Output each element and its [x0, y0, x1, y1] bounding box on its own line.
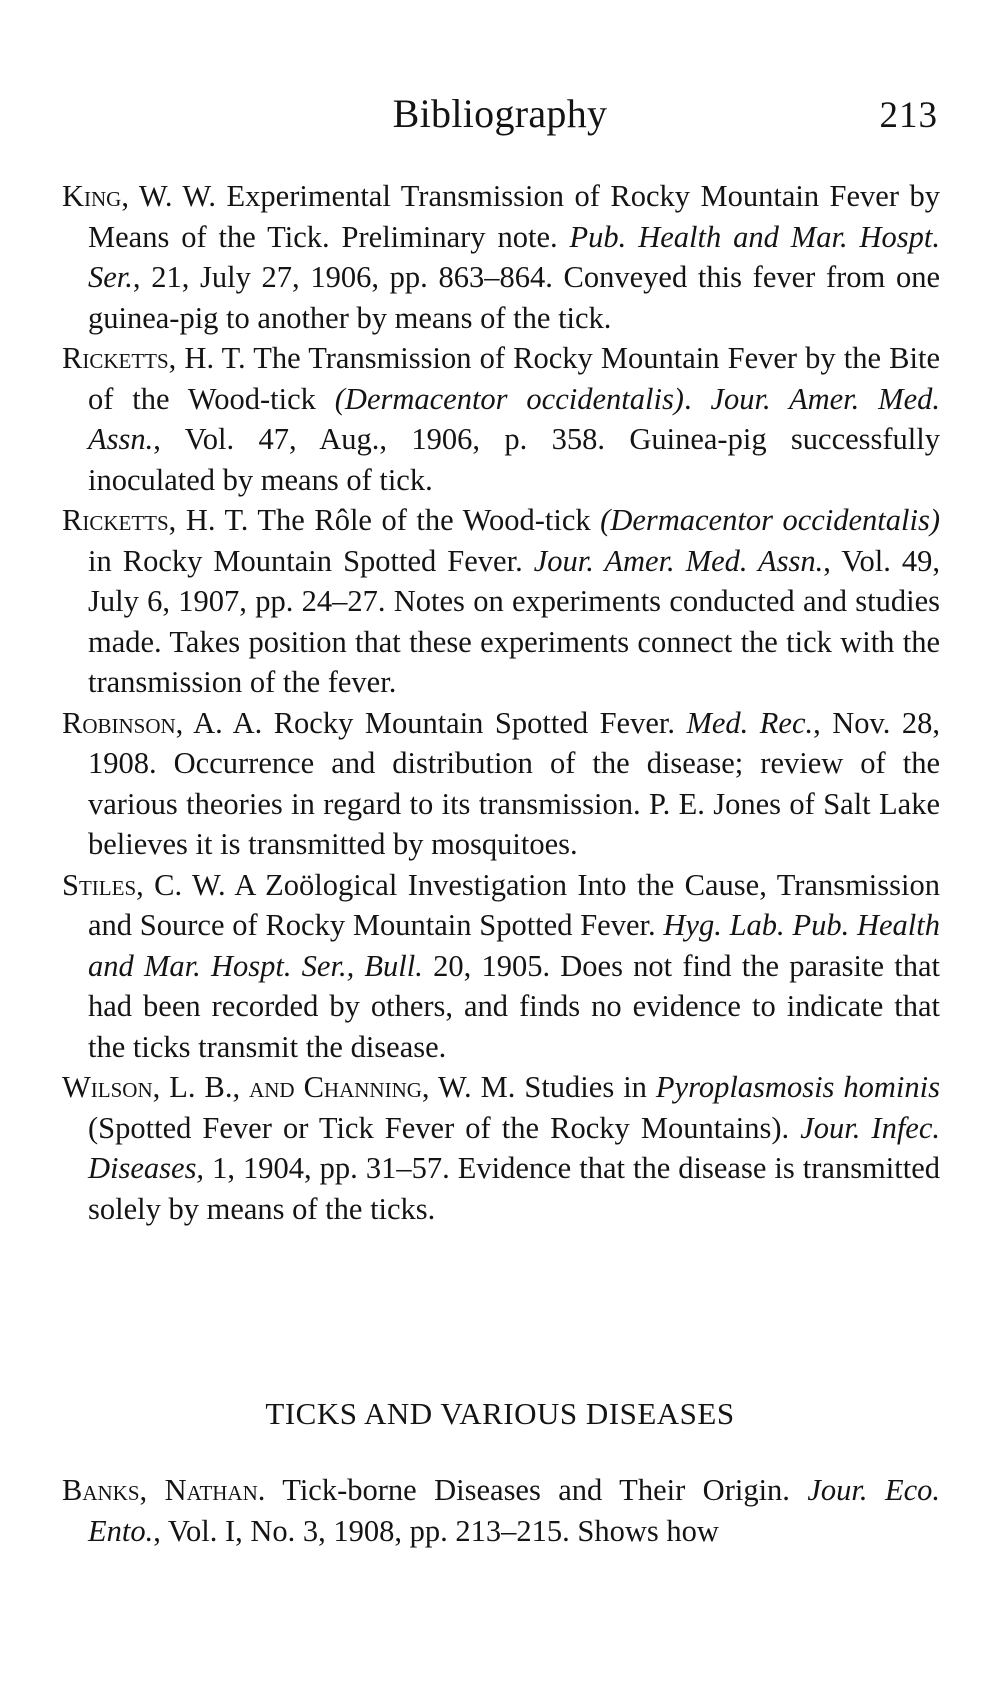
entry-text: in Rocky Mountain Spotted Fever.: [88, 543, 534, 578]
entry-text: 20, 1905. Does not find the parasite that had been recorded by others, and finds no evidence to indicate that the ticks transmit the disease.: [88, 948, 940, 1064]
bibliography-entry: [62, 703, 940, 865]
section-heading: TICKS AND VARIOUS DISEASES: [265, 1396, 735, 1431]
entry-journal: Jour. Amer. Med. Assn.: [88, 381, 940, 456]
entry-text: (Spotted Fever or Tick Fever of the Rocky Mountains).: [88, 1110, 801, 1145]
entry-author: Robinson, A. A.: [62, 705, 263, 740]
entry-author-2: Channing,: [303, 1070, 430, 1104]
entry-text: 1, 1904, pp. 31–57. Evidence that the disease is transmitted solely by means of the ticks.: [88, 1151, 940, 1226]
bibliography-entry: [62, 176, 940, 338]
entry-author: Wilson, L. B.,: [62, 1070, 241, 1104]
entry-journal: Hyg. Lab. Pub. Health and Mar. Hospt. Ser., Bull.: [88, 908, 940, 983]
entry-author: Banks, Nathan.: [62, 1473, 266, 1507]
entry-text: The Rôle of the Wood-tick: [248, 503, 601, 537]
entry-author-2-initials: W. M.: [429, 1070, 516, 1104]
entry-author: Ricketts, H. T.: [62, 341, 246, 375]
entry-journal: Jour. Eco. Ento.: [88, 1473, 940, 1548]
entry-text: Rocky Mountain Spotted Fever.: [262, 705, 687, 740]
entry-text: Tick-borne Diseases and Their Origin.: [265, 1473, 808, 1507]
entry-text: , Nov. 28, 1908. Occurrence and distribution of the disease; review of the various theories in regard to its transmission. P. E. Jones of Salt Lake believes it is transmitted by mosquitoes.: [88, 705, 940, 861]
entry-journal: Pub. Health and Mar. Hospt. Ser.: [88, 219, 940, 294]
entry-species: (Dermacentor occidentalis): [600, 503, 940, 537]
entry-author: Stiles, C. W.: [62, 867, 226, 902]
entry-conjunction: and: [240, 1070, 304, 1104]
bibliography-list-section: [62, 1470, 940, 1551]
entry-author: Ricketts, H. T.: [62, 503, 249, 537]
bibliography-entry: [62, 500, 940, 703]
entry-text: The Transmission of Rocky Mountain Fever by the Bite of the Wood-tick: [88, 341, 941, 416]
entry-text: Studies in: [515, 1070, 656, 1104]
entry-text: , Vol. 49, July 6, 1907, pp. 24–27. Notes on experiments conducted and studies made. Takes position that these experiments connect the tick with the transmission of the fever.: [88, 543, 940, 699]
entry-journal: Jour. Amer. Med. Assn.: [533, 543, 824, 578]
entry-text: Experimental Transmission of Rocky Mountain Fever by Means of the Tick. Preliminary note.: [88, 179, 940, 254]
bibliography-entry: [62, 1067, 940, 1229]
entry-text: , Vol. I, No. 3, 1908, pp. 213–215. Shows how: [153, 1513, 719, 1548]
entry-text: , 21, July 27, 1906, pp. 863–864. Conveyed this fever from one guinea-pig to another by means of the tick.: [88, 260, 940, 335]
entry-text: .: [683, 381, 711, 416]
bibliography-entry: [62, 865, 940, 1068]
bibliography-entry: [62, 1470, 940, 1551]
running-head: [0, 84, 1000, 144]
entry-journal: Med. Rec.: [686, 705, 814, 740]
entry-text: , Vol. 47, Aug., 1906, p. 358. Guinea-pig successfully inoculated by means of tick.: [88, 422, 940, 497]
entry-species: Pyroplasmosis hominis: [655, 1070, 941, 1104]
entry-species: (Dermacentor occidentalis): [334, 381, 684, 416]
page-title: Bibliography: [392, 91, 608, 136]
bibliography-list: [62, 176, 940, 1229]
entry-text: A Zoölogical Investigation Into the Cause, Transmission and Source of Rocky Mountain Spotted Fever.: [88, 867, 940, 942]
page-number: 213: [879, 95, 938, 136]
entry-journal: Jour. Infec. Diseases,: [88, 1110, 940, 1185]
entry-author: King, W. W.: [62, 179, 217, 213]
bibliography-entry: [62, 338, 940, 500]
